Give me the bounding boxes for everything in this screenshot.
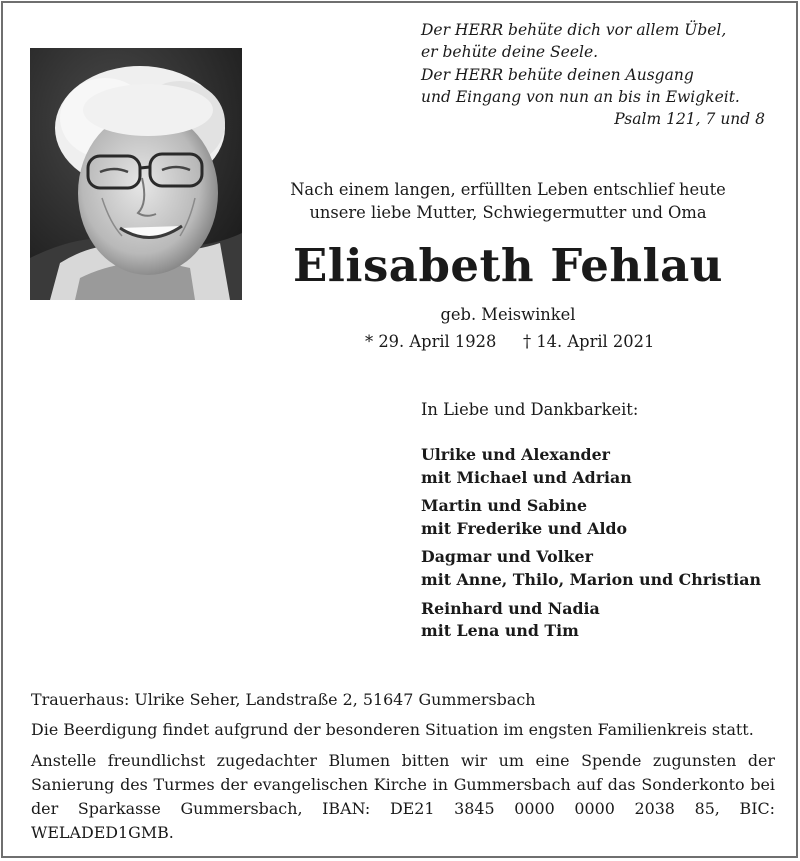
- psalm-quote: [421, 19, 781, 128]
- funeral-note: Die Beerdigung findet aufgrund der besonderen Situation im engsten Familienkreis statt.: [31, 720, 754, 739]
- psalm-line: und Eingang von nun an bis in Ewigkeit.: [421, 87, 740, 106]
- psalm-line: Der HERR behüte deinen Ausgang: [421, 65, 694, 84]
- portrait-photo: [30, 48, 242, 300]
- mourners-list: [421, 444, 761, 649]
- psalm-line: er behüte deine Seele.: [421, 43, 599, 62]
- intro-text: [243, 178, 773, 224]
- portrait-image: [30, 48, 242, 300]
- maiden-name: geb. Meiswinkel: [440, 305, 576, 324]
- mourner-family: [421, 546, 761, 591]
- psalm-line: Der HERR behüte dich vor allem Übel,: [421, 21, 727, 39]
- intro-line: Nach einem langen, erfüllten Leben entschlief heute: [290, 180, 726, 199]
- thanks-line: In Liebe und Dankbarkeit:: [421, 400, 639, 419]
- family-couple: Ulrike und Alexander: [421, 445, 610, 464]
- mourning-house: Trauerhaus: Ulrike Seher, Landstraße 2, 51647 Gummersbach: [31, 690, 536, 709]
- death-date: † 14. April 2021: [523, 332, 655, 351]
- deceased-name: Elisabeth Fehlau: [292, 239, 724, 292]
- family-children: mit Lena und Tim: [421, 621, 579, 641]
- obituary-card: [1, 1, 798, 858]
- family-couple: Reinhard und Nadia: [421, 598, 600, 618]
- family-couple: Dagmar und Volker: [421, 547, 593, 567]
- notes-section: [31, 689, 775, 845]
- family-couple: Martin und Sabine: [421, 496, 588, 516]
- mourner-family: [421, 495, 761, 540]
- family-children: mit Michael und Adrian: [421, 467, 632, 487]
- mourner-family: [421, 598, 761, 643]
- psalm-reference: Psalm 121, 7 und 8: [614, 110, 765, 128]
- mourner-family: [421, 444, 761, 489]
- family-children: mit Frederike und Aldo: [421, 518, 628, 538]
- family-children: mit Anne, Thilo, Marion und Christian: [421, 569, 761, 589]
- intro-line: unsere liebe Mutter, Schwiegermutter und Oma: [309, 203, 707, 222]
- donation-note: Anstelle freundlichst zugedachter Blumen bitten wir um eine Spende zugunsten der Sanierung des Turmes der evangelischen Kirche in Gummersbach auf das Sonderkonto bei der Sparkasse Gummersbach, IBAN: DE21 3845 0000 0000 2038 85, BIC: WELADED1GMB.: [31, 751, 775, 842]
- birth-date: * 29. April 1928: [365, 332, 497, 351]
